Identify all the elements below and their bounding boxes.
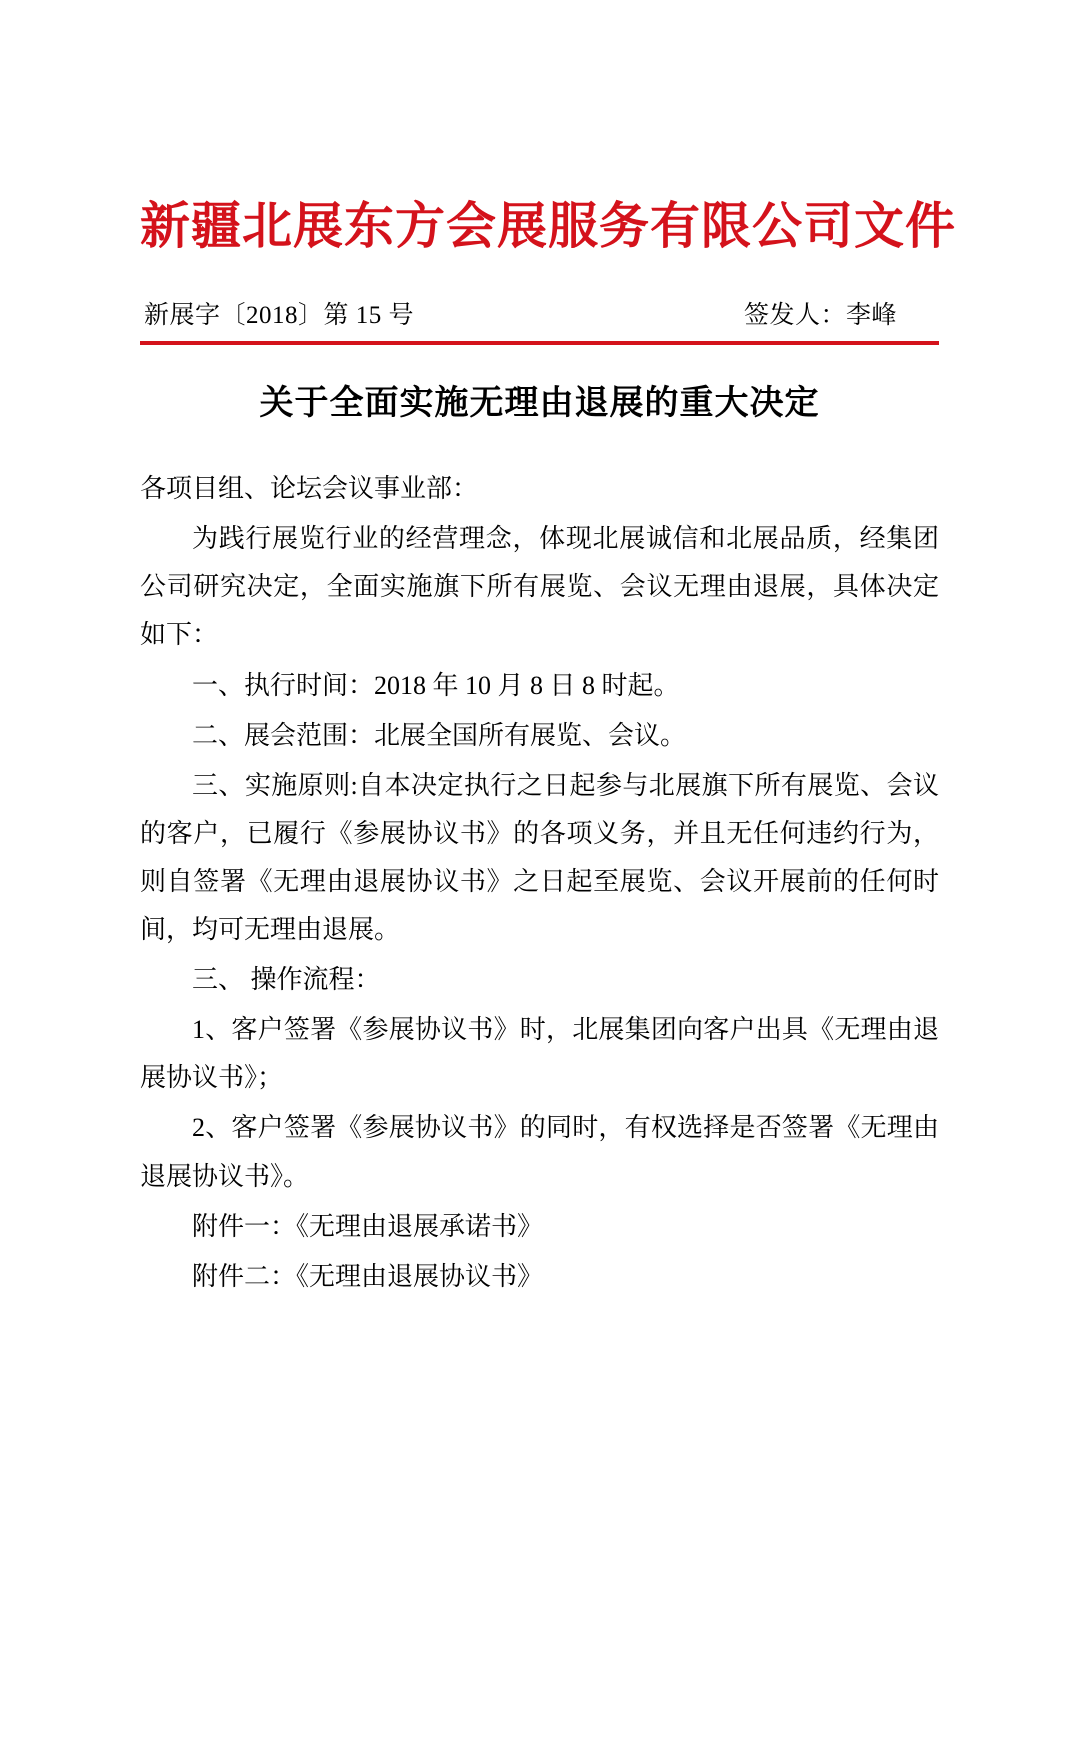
document-body [140,465,939,1301]
red-divider-rule [140,341,939,345]
body-paragraph: 二、展会范围：北展全国所有展览、会议。 [192,720,687,750]
company-document-header: 新疆北展东方会展服务有限公司文件 [140,196,956,255]
document-title: 关于全面实施无理由退展的重大决定 [259,383,820,423]
document-page [0,196,1079,1746]
body-paragraph: 为践行展览行业的经营理念，体现北展诚信和北展品质，经集团公司研究决定，全面实施旗下所有展览、会议无理由退展，具体决定如下： [140,524,939,650]
body-paragraph: 2、客户签署《参展协议书》的同时，有权选择是否签署《无理由退展协议书》。 [140,1113,939,1191]
document-issuer: 签发人：李峰 [743,302,897,329]
body-paragraph: 三、实施原则:自本决定执行之日起参与北展旗下所有展览、会议的客户，已履行《参展协议书》的各项义务，并且无任何违约行为，则自签署《无理由退展协议书》之日起至展览、会议开展前的任何时间，均可无理由退展。 [140,770,939,945]
document-number: 新展字〔2018〕第 15 号 [144,302,415,329]
body-paragraph: 一、执行时间：2018 年 10 月 8 日 8 时起。 [192,670,680,700]
body-paragraph: 三、 操作流程： [192,965,381,995]
body-paragraph: 1、客户签署《参展协议书》时，北展集团向客户出具《无理由退展协议书》； [140,1015,939,1093]
attachment-item: 附件二：《无理由退展协议书》 [192,1261,544,1291]
attachment-item: 附件一：《无理由退展承诺书》 [192,1211,544,1241]
body-paragraph: 各项目组、论坛会议事业部： [140,474,479,504]
document-meta-row [140,298,939,333]
